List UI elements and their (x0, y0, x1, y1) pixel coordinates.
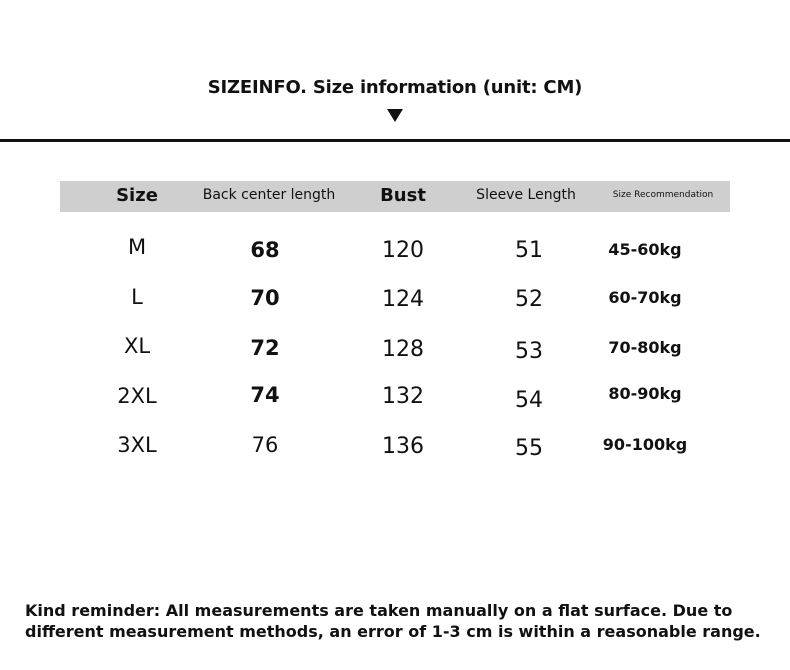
cell-size-recommendation: 60-70kg (608, 288, 682, 307)
cell-bust: 120 (382, 238, 424, 263)
cell-size-recommendation: 45-60kg (608, 240, 682, 259)
cell-sleeve-length: 54 (515, 388, 543, 413)
kind-reminder-note: Kind reminder: All measurements are taken manually on a flat surface. Due to different measurement methods, an error of 1-3 cm is within a reasonable range. (25, 601, 761, 641)
column-header-bust: Bust (380, 185, 426, 206)
divider (0, 139, 790, 142)
cell-back-center-length: 70 (250, 286, 280, 310)
cell-size-recommendation: 70-80kg (608, 338, 682, 357)
down-arrow-icon (387, 109, 403, 122)
cell-size: 2XL (117, 384, 157, 408)
cell-back-center-length: 74 (250, 383, 280, 407)
cell-size: L (131, 285, 143, 309)
cell-sleeve-length: 51 (515, 238, 543, 263)
cell-bust: 132 (382, 384, 424, 409)
cell-size: XL (123, 334, 151, 358)
cell-back-center-length: 68 (250, 238, 280, 262)
column-header-back-center-length: Back center length (202, 187, 336, 203)
cell-sleeve-length: 53 (515, 339, 543, 364)
cell-size-recommendation: 80-90kg (608, 384, 682, 403)
cell-sleeve-length: 55 (515, 436, 543, 461)
page-title: SIZEINFO. Size information (unit: CM) (207, 77, 583, 98)
column-header-sleeve-length: Sleeve Length (476, 187, 576, 203)
cell-bust: 128 (382, 337, 424, 362)
cell-bust: 124 (382, 287, 424, 312)
cell-bust: 136 (382, 434, 424, 459)
cell-back-center-length: 72 (250, 336, 280, 360)
cell-back-center-length: 76 (251, 433, 279, 457)
cell-size: M (127, 235, 147, 259)
column-header-size: Size (116, 185, 158, 206)
cell-size: 3XL (117, 433, 157, 457)
cell-sleeve-length: 52 (515, 287, 543, 312)
column-header-size-recommendation: Size Recommendation (612, 190, 714, 200)
cell-size-recommendation: 90-100kg (602, 435, 688, 454)
